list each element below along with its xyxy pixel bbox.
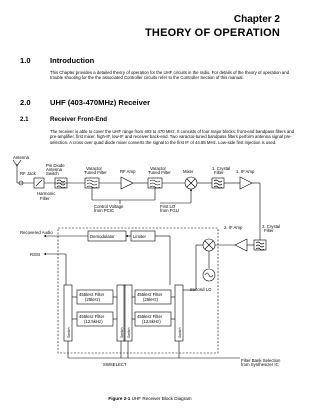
crystal-filter-1-label-2: Filter (214, 170, 224, 175)
crystal-filter-2-label-1: 2. Crystal (262, 224, 281, 229)
rf-amp-icon (121, 177, 133, 189)
filter-bank-label-2: from Synthesizer IC (241, 362, 279, 367)
figure-caption-text: UHF Receiver Block Diagram (130, 396, 192, 401)
swselect-label: SWSELECT (103, 362, 127, 367)
first-lo-label-2: from FGU (160, 208, 179, 213)
figure-caption-label: Figure 2-1 (108, 396, 131, 401)
subsection-title-front-end: Receiver Front-End (50, 116, 108, 123)
if-amp-2-icon (235, 239, 247, 251)
if-amp-1-icon (240, 177, 252, 189)
front-end-paragraph: The receiver is able to cover the UHF range from 403 to 470 MHz. It consists of four major blocks: front-end bandpass filters and pre-amplifier, first mixer, high-IF, low-IF and receiver back-end. Two varactor-tuned bandpass filters perform antenna signal pre-selection. A cross over quad diode mixer converts the signal to the first IF of 44.85 MHz. Low-side first injection is used. (50, 129, 295, 145)
varactor-filter-1-box (85, 178, 99, 188)
second-lo-label: Second LO (190, 287, 212, 292)
filter-bank-label-1: Filter Bank Selection (241, 358, 281, 363)
filter-455-125k-left-label-1: 455kHz Filter (79, 314, 105, 319)
crystal-filter-1-label-1: 1. Crystal (212, 166, 231, 171)
varactor-1-label-1: Varactor (86, 166, 102, 171)
harmonic-filter-label-2: Filter (40, 196, 50, 201)
limiter-label: Limiter (133, 234, 146, 239)
crystal-filter-2-label-2: Filter (264, 228, 274, 233)
demodulator-label: Demodulator (90, 234, 115, 239)
filter-455-125k-right-label-1: 455kHz Filter (137, 314, 163, 319)
pin-diode-label-3: Switch (46, 171, 59, 176)
switch-2-label: Switch (120, 327, 124, 338)
section-number: 1.0 (20, 56, 31, 65)
control-voltage-label-1: Control Voltage (94, 204, 124, 209)
filter-455-25k-right-label-1: 455kHz Filter (137, 292, 163, 297)
if-amp-2-label: 2. IF Amp (224, 225, 243, 230)
section-title-introduction: Introduction (50, 56, 95, 65)
crystal-filter-1-box (212, 178, 224, 188)
page-title: THEORY OF OPERATION (145, 27, 280, 39)
filter-455-25k-left-label-2: (25kHz) (85, 297, 101, 302)
crystal-filter-2-box (254, 240, 266, 250)
harmonic-filter-label-1: Harmonic (37, 191, 56, 196)
antenna-label: Antenna (13, 155, 30, 160)
section-title-uhf-receiver: UHF (403-470MHz) Receiver (50, 98, 151, 107)
varactor-2-label-1: Varactor (150, 166, 166, 171)
recovered-audio-label: Recovered Audio (20, 230, 53, 235)
introduction-paragraph: This Chapter provides a detailed theory of operation for the UHF circuits in the radio. For details of the theory of operation and trouble shooting for the the associated Controller circuits refer to the Controller Section of this manual. (50, 70, 290, 81)
varactor-filter-2-box (148, 178, 162, 188)
section-number: 2.0 (20, 98, 31, 107)
switch-3-label: Switch (127, 327, 131, 338)
figure-caption (0, 396, 300, 401)
if-amp-1-label: 1. IF Amp (236, 169, 255, 174)
filter-455-125k-right-label-2: (12.5kHz) (142, 319, 161, 324)
filter-455-25k-right-label-2: (25kHz) (143, 297, 159, 302)
rssi-label: RSSI (30, 252, 41, 257)
pin-diode-label-2: Antenna (46, 167, 63, 172)
subsection-number: 2.1 (20, 116, 29, 123)
varactor-1-label-2: Tuned Filter (84, 170, 107, 175)
rf-amp-label: RF Amp (120, 169, 136, 174)
chapter-label: Chapter 2 (233, 14, 280, 25)
filter-455-125k-left-label-2: (12.5kHz) (84, 319, 103, 324)
first-lo-label-1: First LO (160, 204, 176, 209)
rf-jack-label: RF Jack (20, 171, 36, 176)
filter-455-25k-left-label-1: 455kHz Filter (79, 292, 105, 297)
control-voltage-label-2: from PCIC (94, 208, 115, 213)
pin-diode-label-1: Pin Diode (46, 163, 65, 168)
switch-1-label: Switch (67, 327, 71, 338)
switch-4-label: Switch (178, 327, 182, 338)
mixer-label: Mixer (183, 169, 194, 174)
varactor-2-label-2: Tuned Filter (148, 170, 171, 175)
